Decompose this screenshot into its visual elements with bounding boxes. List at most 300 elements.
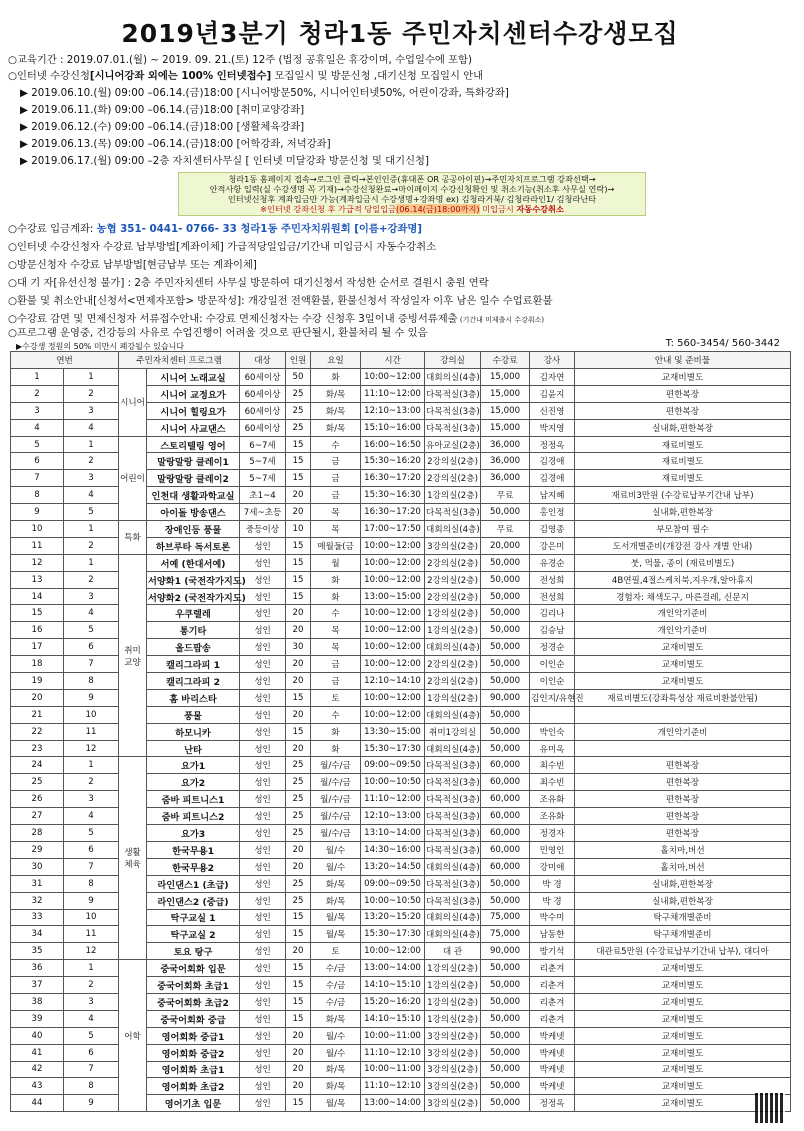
time: 13:00~14:00 [361,1095,425,1112]
time: 10:00~11:00 [361,1027,425,1044]
category-number: 7 [64,656,119,673]
notes: 실내화,편한복장 [575,875,791,892]
target: 성인 [240,689,286,706]
days: 월/수/금 [311,774,361,791]
notes: 재료비별도 [575,470,791,487]
target: 성인 [240,825,286,842]
category-number: 2 [64,537,119,554]
guide-line-4: ※인터넷 강좌신청 후 가급적 당일입금(06.14(금)18:00까지) 미입금시 자동수강취소 [260,204,564,214]
category-number: 4 [64,1010,119,1027]
fee: 50,000 [481,656,530,673]
online-application-line: ○인터넷 수강신청[시니어강좌 외에는 100% 인터넷접수] 모집일시 및 방문신청 ,대기신청 모집일시 안내 [8,70,484,82]
target: 성인 [240,808,286,825]
row-number: 31 [11,875,64,892]
fee: 90,000 [481,689,530,706]
notes: 교재비별도 [575,1027,791,1044]
category-label: 어학 [119,960,147,1112]
capacity: 20 [286,1078,311,1095]
notice-fee-waiver: ○수강료 감면 및 면제신청자 서류접수안내: 수강료 면제신청자는 수강 신청후 3일이내 증빙서류제출 (기간내 미제출시 수강취소) [8,313,545,325]
days: 월/수/금 [311,791,361,808]
fee: 75,000 [481,909,530,926]
days: 월/목 [311,909,361,926]
time: 10:00~12:00 [361,656,425,673]
row-number: 27 [11,808,64,825]
row-number: 8 [11,487,64,504]
days: 화/목 [311,402,361,419]
instructor: 리춘겨 [530,1010,575,1027]
time: 14:10~15:10 [361,1010,425,1027]
time: 09:00~09:50 [361,875,425,892]
target: 성인 [240,1027,286,1044]
target: 6~7세 [240,436,286,453]
instructor: 리춘겨 [530,993,575,1010]
program-name: 서양화2 (국전작가지도) [147,588,240,605]
instructor: 강미애 [530,858,575,875]
category-label: 생활 체육 [119,757,147,960]
target: 성인 [240,740,286,757]
row-number: 41 [11,1044,64,1061]
program-name: 말랑말랑 클레이2 [147,470,240,487]
program-name: 스토리텔링 영어 [147,436,240,453]
page-title: 2019년3분기 청라1동 주민자치센터수강생모집 [121,19,679,48]
days: 화/목 [311,419,361,436]
capacity: 15 [286,453,311,470]
qr-code[interactable] [755,1093,785,1123]
target: 성인 [240,791,286,808]
category-number: 6 [64,841,119,858]
classroom: 다목적실(3층) [425,808,481,825]
classroom: 1강의실(2층) [425,622,481,639]
capacity: 20 [286,706,311,723]
category-number: 1 [64,757,119,774]
program-name: 시니어 교정요가 [147,385,240,402]
target: 성인 [240,841,286,858]
program-name: 서예 (한대서예) [147,554,240,571]
program-name: 아이돌 방송댄스 [147,504,240,521]
instructor: 리춘겨 [530,977,575,994]
days: 목 [311,639,361,656]
row-number: 13 [11,571,64,588]
days: 토 [311,943,361,960]
instructor: 박수미 [530,909,575,926]
notes: 부모참여 필수 [575,521,791,538]
row-number: 36 [11,960,64,977]
program-name: 캘리그라피 1 [147,656,240,673]
target: 60세이상 [240,369,286,386]
category-number: 10 [64,706,119,723]
time: 10:00~12:00 [361,369,425,386]
program-name: 장애인등 풍물 [147,521,240,538]
row-number: 15 [11,605,64,622]
time: 10:00~12:00 [361,605,425,622]
instructor: 이인순 [530,656,575,673]
target: 성인 [240,757,286,774]
classroom: 유아교실(2층) [425,436,481,453]
program-name: 한국무용2 [147,858,240,875]
row-number: 33 [11,909,64,926]
category-number: 4 [64,808,119,825]
instructor: 박케넷 [530,1061,575,1078]
target: 성인 [240,977,286,994]
row-number: 2 [11,385,64,402]
capacity: 20 [286,487,311,504]
category-number: 2 [64,774,119,791]
row-number: 30 [11,858,64,875]
notes: 교재비별도 [575,656,791,673]
days: 수/금 [311,960,361,977]
notes: 교재비별도 [575,369,791,386]
target: 성인 [240,639,286,656]
capacity: 20 [286,504,311,521]
instructor: 리춘겨 [530,960,575,977]
row-number: 24 [11,757,64,774]
instructor: 정경순 [530,639,575,656]
row-number: 22 [11,723,64,740]
days: 화/목 [311,875,361,892]
row-number: 5 [11,436,64,453]
category-label: 취미 교양 [119,554,147,757]
notes: 교재비별도 [575,1061,791,1078]
days: 수/금 [311,993,361,1010]
instructor: 전성희 [530,588,575,605]
fee: 36,000 [481,436,530,453]
notes: 탁구채개별준비 [575,926,791,943]
time: 16:00~16:50 [361,436,425,453]
instructor: 정경자 [530,825,575,842]
notes: 편한복장 [575,402,791,419]
category-number: 5 [64,825,119,842]
days: 목 [311,504,361,521]
time: 12:10~13:00 [361,402,425,419]
capacity: 25 [286,825,311,842]
capacity: 30 [286,639,311,656]
capacity: 20 [286,740,311,757]
fee: 60,000 [481,825,530,842]
fee: 50,000 [481,504,530,521]
classroom: 2강의실(2층) [425,453,481,470]
capacity: 20 [286,1061,311,1078]
instructor: 김영종 [530,521,575,538]
notes: 탁구채개별준비 [575,909,791,926]
col-header: 안내 및 준비물 [575,352,791,369]
instructor: 민영인 [530,841,575,858]
category-number: 9 [64,892,119,909]
capacity: 20 [286,605,311,622]
program-name: 말랑말랑 클레이1 [147,453,240,470]
fee: 15,000 [481,369,530,386]
time: 15:30~17:30 [361,926,425,943]
program-name: 시니어 사교댄스 [147,419,240,436]
instructor: 박지영 [530,419,575,436]
category-number: 7 [64,1061,119,1078]
notes: 실내화,편한복장 [575,892,791,909]
notes [575,706,791,723]
fee: 50,000 [481,639,530,656]
notes: 교재비별도 [575,1095,791,1112]
capacity: 15 [286,909,311,926]
category-number: 5 [64,504,119,521]
table-row [11,436,791,453]
classroom: 3강의실(2층) [425,1078,481,1095]
days: 화/목 [311,1061,361,1078]
time: 13:20~14:50 [361,858,425,875]
classroom: 대회의실(4층) [425,909,481,926]
target: 성인 [240,960,286,977]
time: 15:30~16:30 [361,487,425,504]
col-header: 강사 [530,352,575,369]
instructor: 신진영 [530,402,575,419]
category-number: 1 [64,960,119,977]
capacity: 25 [286,385,311,402]
classroom: 2강의실(2층) [425,673,481,690]
days: 화 [311,369,361,386]
notes: 홀치마,버선 [575,841,791,858]
target: 성인 [240,892,286,909]
notes: 개인악기준비 [575,622,791,639]
notes: 편한복장 [575,385,791,402]
classroom: 대회의실(4층) [425,740,481,757]
target: 성인 [240,1010,286,1027]
notes: 교재비별도 [575,977,791,994]
program-name: 난타 [147,740,240,757]
program-name: 홈 바리스타 [147,689,240,706]
fee: 50,000 [481,1078,530,1095]
capacity: 15 [286,470,311,487]
classroom: 취미1강의실 [425,723,481,740]
target: 성인 [240,571,286,588]
fee: 36,000 [481,453,530,470]
program-name: 영어회화 중급2 [147,1044,240,1061]
classroom: 대회의실(4층) [425,858,481,875]
classroom: 다목적실(3층) [425,419,481,436]
row-number: 38 [11,993,64,1010]
target: 성인 [240,909,286,926]
target: 성인 [240,605,286,622]
classroom: 다목적실(3층) [425,504,481,521]
instructor [530,706,575,723]
fee: 50,000 [481,1027,530,1044]
time: 16:30~17:20 [361,470,425,487]
category-number: 1 [64,369,119,386]
category-number: 2 [64,453,119,470]
fee: 50,000 [481,960,530,977]
time: 15:10~16:00 [361,419,425,436]
table-row [11,369,791,386]
classroom: 3강의실(2층) [425,1027,481,1044]
program-name: 줌바 피트니스1 [147,791,240,808]
fee: 50,000 [481,875,530,892]
category-number: 6 [64,1044,119,1061]
capacity: 20 [286,858,311,875]
notes: 편한복장 [575,774,791,791]
row-number: 34 [11,926,64,943]
fee: 50,000 [481,1095,530,1112]
fee: 60,000 [481,808,530,825]
row-number: 6 [11,453,64,470]
category-number: 11 [64,723,119,740]
notes: 실내화,편한복장 [575,419,791,436]
capacity: 15 [286,571,311,588]
online-guide-box [178,172,646,216]
category-number: 2 [64,385,119,402]
days: 수 [311,436,361,453]
program-name: 인천대 생활과학교실 [147,487,240,504]
fee: 50,000 [481,1044,530,1061]
program-name: 줌바 피트니스2 [147,808,240,825]
category-label: 특화 [119,521,147,555]
capacity: 15 [286,1095,311,1112]
instructor: 김경애 [530,470,575,487]
row-number: 9 [11,504,64,521]
fee: 15,000 [481,402,530,419]
category-number: 7 [64,858,119,875]
target: 60세이상 [240,419,286,436]
row-number: 40 [11,1027,64,1044]
fee: 50,000 [481,588,530,605]
classroom: 다목적실(3층) [425,757,481,774]
capacity: 15 [286,1010,311,1027]
notes: 교재비별도 [575,1010,791,1027]
instructor: 조유화 [530,791,575,808]
category-number: 6 [64,639,119,656]
col-header: 시간 [361,352,425,369]
col-header: 수강료 [481,352,530,369]
days: 화 [311,723,361,740]
target: 성인 [240,943,286,960]
education-period: ○교육기간 : 2019.07.01.(월) ~ 2019. 09. 21.(토) 12주 (법정 공휴일은 휴강이며, 수업일수에 포함) [8,54,473,66]
days: 월 [311,554,361,571]
instructor: 박 경 [530,892,575,909]
notes: 교재비별도 [575,639,791,656]
days: 금 [311,453,361,470]
instructor: 방기석 [530,943,575,960]
category-number: 8 [64,673,119,690]
category-number: 12 [64,943,119,960]
program-name: 올드팝송 [147,639,240,656]
time: 13:30~15:00 [361,723,425,740]
instructor: 홍인정 [530,504,575,521]
fee: 20,000 [481,537,530,554]
category-label: 어린이 [119,436,147,520]
instructor: 김경애 [530,453,575,470]
program-name: 라인댄스1 (초급) [147,875,240,892]
classroom: 2강의실(2층) [425,571,481,588]
category-number: 9 [64,1095,119,1112]
guide-line-2: 안적사항 입력(실 수강생명 꼭 기재)→수강신청완료→마이페이지 수강신청확인 및 취소기능(취소후 사무실 연락)→ [209,184,615,194]
days: 월/수/금 [311,825,361,842]
category-number: 4 [64,419,119,436]
time: 11:10~12:10 [361,1078,425,1095]
target: 성인 [240,774,286,791]
classroom: 대회의실(4층) [425,926,481,943]
classroom: 3강의실(2층) [425,537,481,554]
days: 월/수 [311,858,361,875]
instructor: 박인숙 [530,723,575,740]
instructor: 김인지/유현진 [530,689,575,706]
time: 10:00~12:00 [361,554,425,571]
days: 금 [311,487,361,504]
classroom: 다목적실(3층) [425,825,481,842]
instructor: 박케넷 [530,1078,575,1095]
row-number: 26 [11,791,64,808]
program-name: 영어회화 초급1 [147,1061,240,1078]
notes: 실내화,편한복장 [575,504,791,521]
notes: 교재비별도 [575,1044,791,1061]
target: 성인 [240,554,286,571]
fee: 60,000 [481,791,530,808]
row-number: 23 [11,740,64,757]
row-number: 32 [11,892,64,909]
fee: 60,000 [481,858,530,875]
time: 11:10~12:00 [361,385,425,402]
classroom: 대회의실(4층) [425,706,481,723]
closure-notice: ▶수강생 정원의 50% 미만시 폐강될수 있습니다 [16,342,185,351]
notice-health: ○프로그램 운영중, 건강등의 사유로 수업진행이 어려울 것으로 판단될시, 환불처리 될 수 있음 [8,327,428,339]
capacity: 20 [286,1027,311,1044]
classroom: 1강의실(2층) [425,487,481,504]
fee: 무료 [481,487,530,504]
days: 목 [311,622,361,639]
days: 수/금 [311,977,361,994]
classroom: 다목적실(3층) [425,875,481,892]
classroom: 다목적실(3층) [425,385,481,402]
target: 5~7세 [240,470,286,487]
program-name: 풍물 [147,706,240,723]
fee: 50,000 [481,571,530,588]
program-name: 하모니카 [147,723,240,740]
category-number: 4 [64,487,119,504]
program-name: 우쿠렐레 [147,605,240,622]
phone-numbers: T: 560-3454/ 560-3442 [665,338,780,349]
notes: 대관료5만원 (수강료납부기간내 납부), 대디아 [575,943,791,960]
row-number: 14 [11,588,64,605]
instructor: 강은미 [530,537,575,554]
fee: 50,000 [481,723,530,740]
capacity: 25 [286,402,311,419]
notes: 홀치마,버선 [575,858,791,875]
program-name: 요가3 [147,825,240,842]
classroom: 3강의실(2층) [425,1044,481,1061]
time: 13:00~15:00 [361,588,425,605]
category-number: 9 [64,689,119,706]
classroom: 대회의실(4층) [425,521,481,538]
program-name: 영어회화 중급1 [147,1027,240,1044]
target: 7세~초등 [240,504,286,521]
time: 16:30~17:20 [361,504,425,521]
time: 10:00~12:00 [361,622,425,639]
program-name: 중국어회화 초급1 [147,977,240,994]
capacity: 15 [286,588,311,605]
fee: 50,000 [481,622,530,639]
notes: 재료비별도 [575,436,791,453]
instructor: 김자연 [530,369,575,386]
fee: 50,000 [481,1061,530,1078]
days: 월/수/금 [311,757,361,774]
fee: 60,000 [481,774,530,791]
row-number: 43 [11,1078,64,1095]
col-header: 요일 [311,352,361,369]
time: 10:00~12:00 [361,537,425,554]
row-number: 18 [11,656,64,673]
capacity: 25 [286,791,311,808]
row-number: 35 [11,943,64,960]
capacity: 20 [286,622,311,639]
category-number: 1 [64,436,119,453]
program-name: 중국어회화 입문 [147,960,240,977]
program-name: 중국어회화 중급 [147,1010,240,1027]
days: 월/목 [311,926,361,943]
days: 월/수 [311,1027,361,1044]
